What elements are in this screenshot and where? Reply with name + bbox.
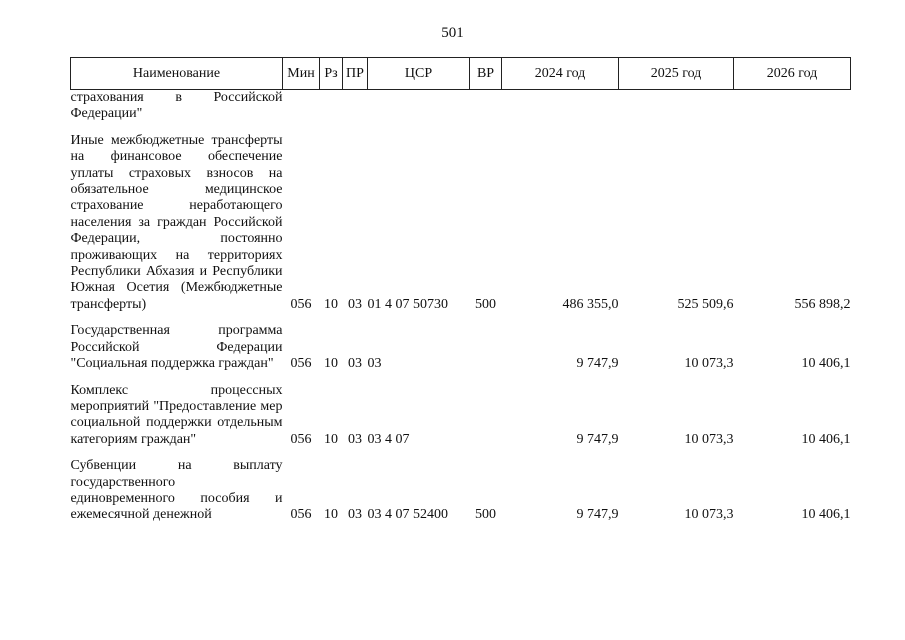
row-name: Субвенции на выплату государственного единовременного пособия и ежемесячной денежной — [70, 458, 283, 523]
row-vr: 500 — [475, 507, 496, 523]
row-2026: 10 406,1 — [801, 356, 851, 372]
row-2026: 10 406,1 — [801, 431, 851, 447]
row-spacer — [71, 373, 851, 383]
row-pr: 03 — [348, 431, 362, 447]
row-csr: 03 4 07 52400 — [367, 507, 448, 523]
row-name: Государственная программа Российской Федерации "Социальная поддержка граждан" — [70, 323, 283, 372]
header-min: Мин — [283, 58, 320, 90]
row-vr — [470, 383, 502, 449]
header-pr: ПР — [343, 58, 368, 90]
row-name: Иные межбюджетные трансферты на финансовое обеспечение уплаты страховых взносов на обязательное медицинское страхование неработающего населения за граждан Российской Федерации, постоянно проживающих на территориях Республики Абхазия и Республики Южная Осетия (Межбюджетные трансферты) — [70, 132, 283, 312]
row-pr — [343, 90, 368, 123]
row-rz: 10 — [324, 431, 338, 447]
table-row — [71, 323, 851, 372]
table-row — [71, 458, 851, 524]
row-2025: 10 073,3 — [684, 431, 734, 447]
header-name: Наименование — [71, 58, 283, 90]
table-row — [71, 133, 851, 313]
row-pr: 03 — [348, 507, 362, 523]
row-rz — [320, 90, 343, 123]
row-spacer — [71, 123, 851, 133]
row-min: 056 — [290, 296, 312, 312]
row-vr: 500 — [475, 296, 496, 312]
header-csr: ЦСР — [368, 58, 470, 90]
row-pr: 03 — [348, 356, 362, 372]
row-csr — [368, 90, 470, 123]
row-rz: 10 — [324, 356, 338, 372]
header-2024: 2024 год — [502, 58, 619, 90]
row-2025 — [619, 90, 734, 123]
page-number: 501 — [441, 25, 464, 41]
row-min: 056 — [290, 356, 312, 372]
row-min: 056 — [290, 507, 312, 523]
row-2026: 556 898,2 — [794, 296, 851, 312]
table-row — [71, 90, 851, 123]
row-vr — [470, 90, 502, 123]
row-2024 — [502, 90, 619, 123]
header-vr: ВР — [470, 58, 502, 90]
row-2025: 10 073,3 — [684, 507, 734, 523]
budget-table — [70, 57, 851, 524]
row-csr: 03 — [367, 356, 382, 372]
row-2024: 486 355,0 — [562, 296, 619, 312]
row-min — [283, 90, 320, 123]
row-rz: 10 — [324, 296, 338, 312]
row-2026: 10 406,1 — [801, 507, 851, 523]
row-pr: 03 — [348, 296, 362, 312]
row-2024: 9 747,9 — [576, 431, 619, 447]
row-spacer — [71, 313, 851, 323]
row-name: страхования в Российской Федерации" — [70, 90, 283, 122]
header-rz: Рз — [320, 58, 343, 90]
row-csr: 03 4 07 — [367, 431, 410, 447]
header-2025: 2025 год — [619, 58, 734, 90]
row-2026 — [734, 90, 851, 123]
row-2025: 525 509,6 — [677, 296, 734, 312]
row-rz: 10 — [324, 507, 338, 523]
row-2024: 9 747,9 — [576, 507, 619, 523]
row-2025: 10 073,3 — [684, 356, 734, 372]
header-2026: 2026 год — [734, 58, 851, 90]
row-vr — [470, 323, 502, 372]
row-csr: 01 4 07 50730 — [367, 296, 448, 312]
table-row — [71, 383, 851, 449]
table-header-row — [71, 58, 851, 90]
row-name: Комплекс процессных мероприятий "Предоставление мер социальной поддержки отдельным категориям граждан" — [70, 382, 283, 447]
row-min: 056 — [290, 431, 312, 447]
row-2024: 9 747,9 — [576, 356, 619, 372]
row-spacer — [71, 448, 851, 458]
